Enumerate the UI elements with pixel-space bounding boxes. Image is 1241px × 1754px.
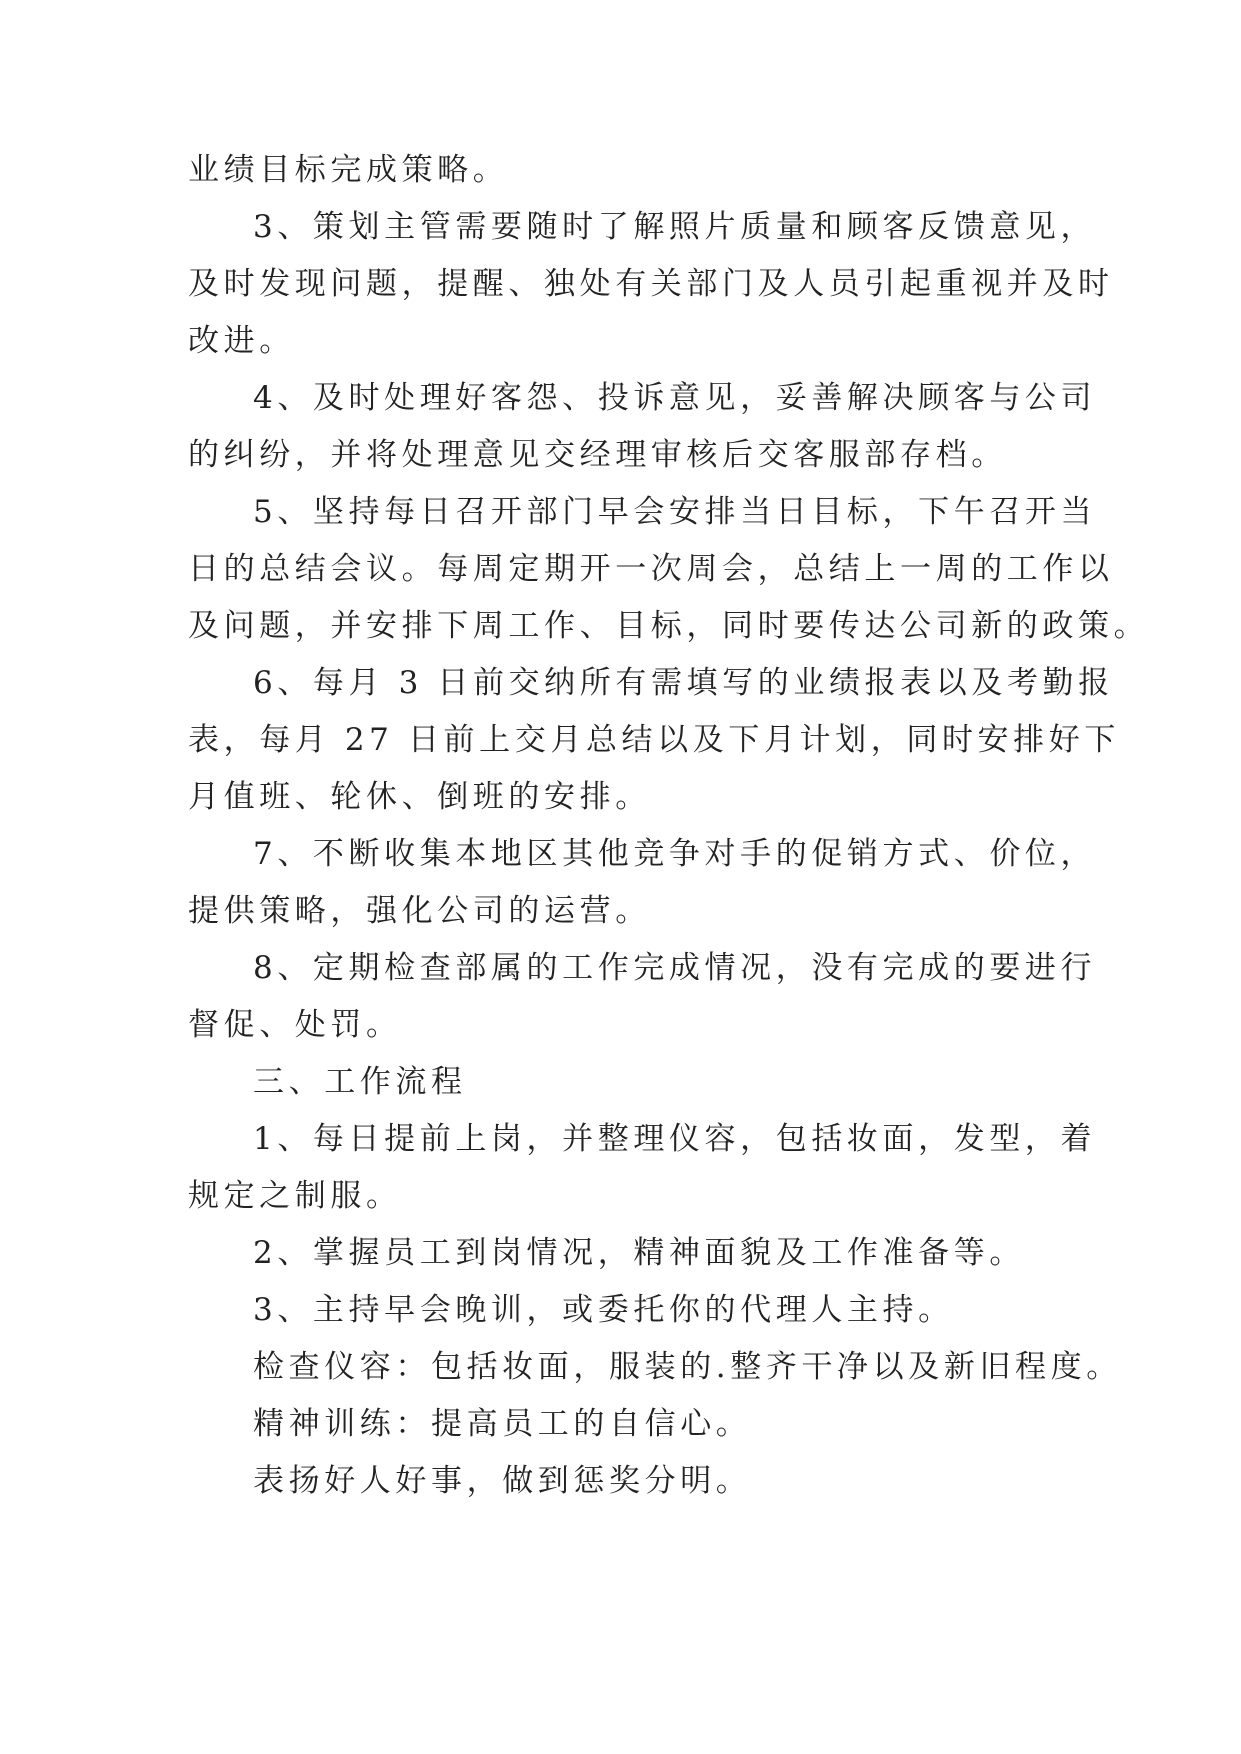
text-line: 8、定期检查部属的工作完成情况，没有完成的要进行 — [253, 950, 1097, 986]
text-line: 5、坚持每日召开部门早会安排当日目标，下午召开当 — [253, 494, 1097, 530]
text-line: 1、每日提前上岗，并整理仪容，包括妆面，发型，着 — [253, 1121, 1097, 1157]
text-line: 精神训练：提高员工的自信心。 — [253, 1406, 752, 1442]
text-line: 业绩目标完成策略。 — [188, 152, 509, 188]
text-line: 7、不断收集本地区其他竞争对手的促销方式、价位， — [253, 836, 1097, 872]
text-line: 2、掌握员工到岗情况，精神面貌及工作准备等。 — [253, 1235, 1025, 1271]
text-line: 4、及时处理好客怨、投诉意见，妥善解决顾客与公司 — [253, 380, 1097, 416]
text-line: 及时发现问题，提醒、独处有关部门及人员引起重视并及时 — [188, 266, 1114, 302]
text-line: 表，每月 27 日前上交月总结以及下月计划，同时安排好下 — [188, 722, 1120, 758]
text-line: 6、每月 3 日前交纳所有需填写的业绩报表以及考勤报 — [253, 665, 1114, 701]
text-line: 规定之制服。 — [188, 1178, 402, 1214]
text-line: 日的总结会议。每周定期开一次周会，总结上一周的工作以 — [188, 551, 1114, 587]
text-line: 检查仪容：包括妆面，服装的.整齐干净以及新旧程度。 — [253, 1349, 1122, 1385]
section-heading: 三、工作流程 — [253, 1064, 467, 1100]
text-line: 月值班、轮休、倒班的安排。 — [188, 779, 651, 815]
text-line: 督促、处罚。 — [188, 1007, 402, 1043]
text-line: 改进。 — [188, 323, 295, 359]
text-line: 及问题，并安排下周工作、目标，同时要传达公司新的政策。 — [188, 608, 1150, 644]
text-line: 的纠纷，并将处理意见交经理审核后交客服部存档。 — [188, 437, 1007, 473]
text-line: 3、主持早会晚训，或委托你的代理人主持。 — [253, 1292, 954, 1328]
text-line: 提供策略，强化公司的运营。 — [188, 893, 651, 929]
text-line: 3、策划主管需要随时了解照片质量和顾客反馈意见， — [253, 209, 1097, 245]
text-line: 表扬好人好事，做到惩奖分明。 — [253, 1463, 752, 1499]
